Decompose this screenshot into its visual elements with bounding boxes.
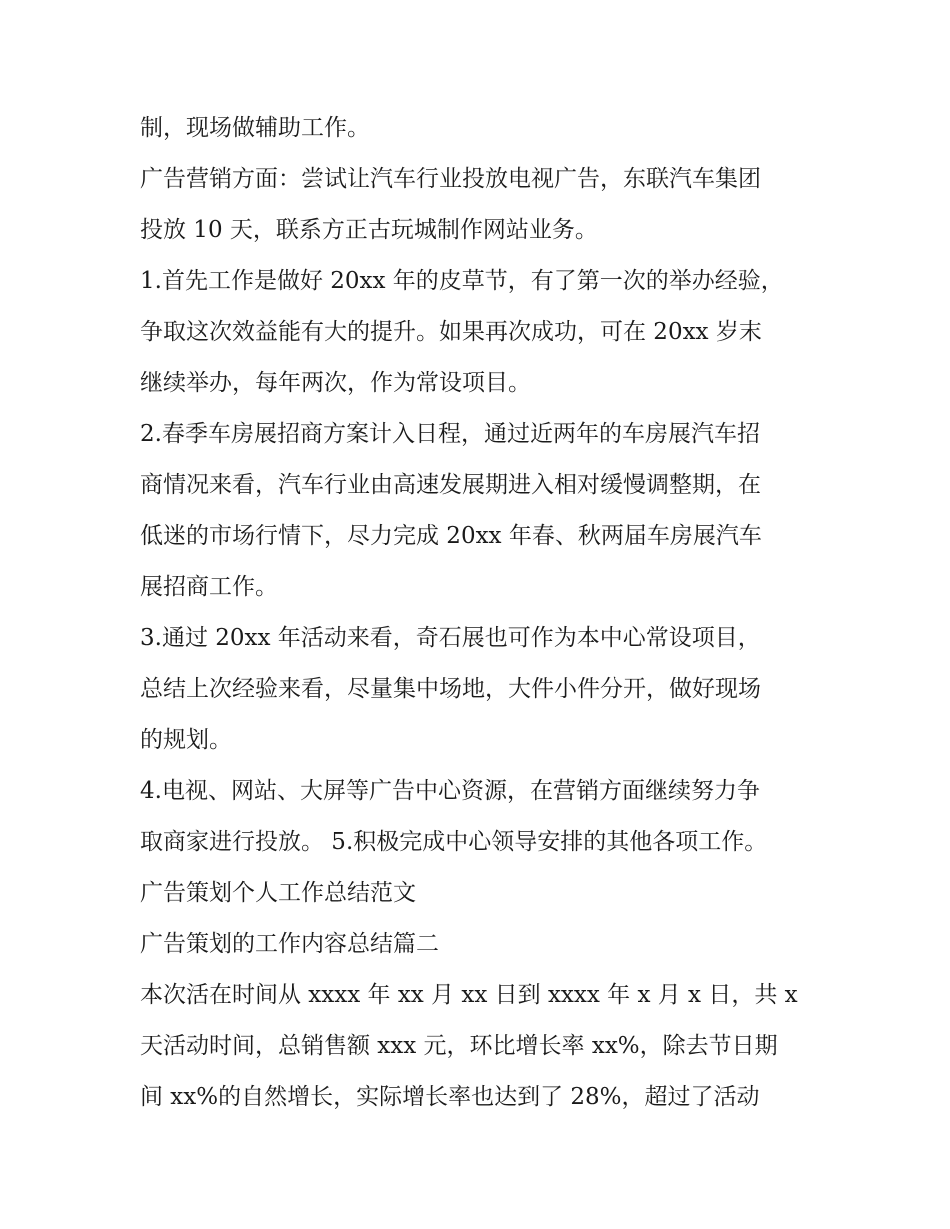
- text-line: 总结上次经验来看，尽量集中场地，大件小件分开，做好现场: [140, 676, 761, 702]
- text-line: 继续举办，每年两次，作为常设项目。: [140, 370, 531, 396]
- text-line: 4.电视、网站、大屏等广告中心资源，在营销方面继续努力争: [140, 778, 760, 804]
- text-line: 商情况来看，汽车行业由高速发展期进入相对缓慢调整期，在: [140, 472, 761, 498]
- text-line: 取商家进行投放。 5.积极完成中心领导安排的其他各项工作。: [140, 829, 768, 855]
- section-heading: 广告策划个人工作总结范文: [140, 880, 416, 906]
- document-body: [140, 103, 820, 1123]
- text-line: 间 xx%的自然增长，实际增长率也达到了 28%，超过了活动: [140, 1084, 760, 1110]
- text-line: 争取这次效益能有大的提升。如果再次成功，可在 20xx 岁末: [140, 319, 762, 345]
- text-line: 2.春季车房展招商方案计入日程，通过近两年的车房展汽车招: [140, 421, 760, 447]
- text-line: 的规划。: [140, 727, 232, 753]
- text-line: 3.通过 20xx 年活动来看，奇石展也可作为本中心常设项目，: [140, 625, 761, 651]
- text-line: 广告营销方面：尝试让汽车行业投放电视广告，东联汽车集团: [140, 166, 761, 192]
- text-line: 低迷的市场行情下，尽力完成 20xx 年春、秋两届车房展汽车: [140, 523, 762, 549]
- text-line: 投放 10 天，联系方正古玩城制作网站业务。: [140, 217, 598, 243]
- text-line: 制，现场做辅助工作。: [140, 115, 370, 141]
- text-line: 本次活在时间从 xxxx 年 xx 月 xx 日到 xxxx 年 x 月 x 日，共 x: [140, 982, 798, 1008]
- text-line: 1.首先工作是做好 20xx 年的皮草节，有了第一次的举办经验，: [140, 268, 784, 294]
- text-line: 天活动时间，总销售额 xxx 元，环比增长率 xx%，除去节日期: [140, 1033, 778, 1059]
- section-heading: 广告策划的工作内容总结篇二: [140, 931, 439, 957]
- text-line: 展招商工作。: [140, 574, 278, 600]
